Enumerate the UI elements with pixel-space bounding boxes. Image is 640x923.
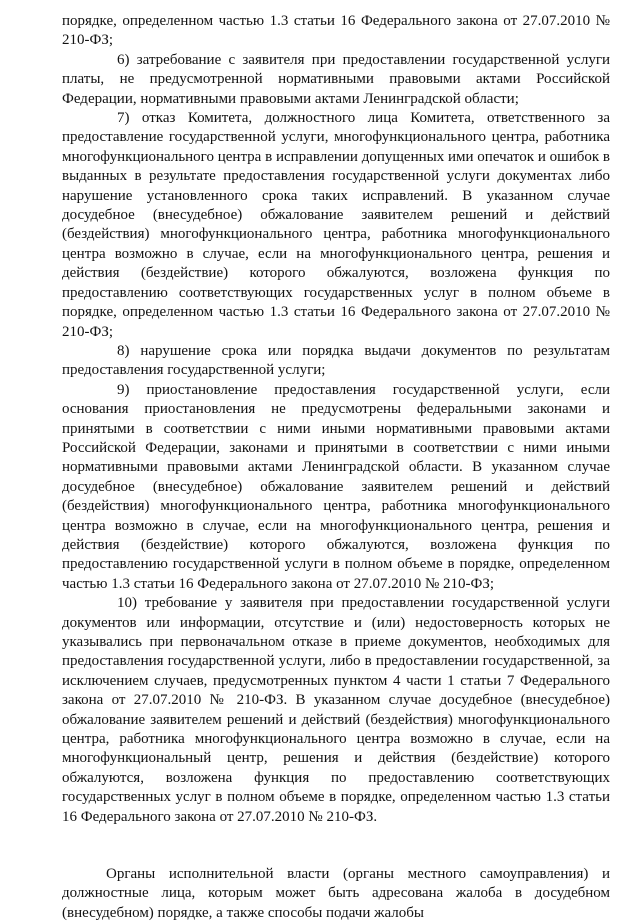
paragraph-continuation: порядке, определенном частью 1.3 статьи 16 Федерального закона от 27.07.2010 № 210-ФЗ;: [62, 13, 610, 49]
paragraph-item-8: 8) нарушение срока или порядка выдачи документов по результатам предоставления государственной услуги;: [62, 342, 610, 379]
paragraph-item-7: 7) отказ Комитета, должностного лица Комитета, ответственного за предоставление государственной услуги, многофункционального центра, работника многофункционального центра в исправлении допущенных ими опечаток и ошибок в выданных в результате предоставления государственной услуги документах либо нарушение установленного срока таких исправлений. В указанном случае досудебное (внесудебное) обжалование заявителем решений и действий (бездействия) многофункционального центра, работника многофункционального центра возможно в случае, если на многофункционального центра, решения и действия (бездействие) которого обжалуются, возложена функция по предоставлению соответствующих государственных услуг в полном объеме в порядке, определенном частью 1.3 статьи 16 Федерального закона от 27.07.2010 № 210-ФЗ;: [62, 110, 610, 340]
paragraph-item-6: 6) затребование с заявителя при предоставлении государственной услуги платы, не предусмотренной нормативными правовыми актами Российской Федерации, нормативными правовыми актами Ленинградской области;: [62, 51, 610, 107]
section-heading-complaint-bodies: Органы исполнительной власти (органы местного самоуправления) и должностные лица, которым может быть адресована жалоба в досудебном (внесудебном) порядке, а также способы подачи жалобы: [62, 866, 610, 921]
paragraph-item-10: 10) требование у заявителя при предоставлении государственной услуги документов или информации, отсутствие и (или) недостоверность которых не указывались при первоначальном отказе в приеме документов, необходимых для предоставления государственной услуги, либо в предоставлении государственной, за исключением случаев, предусмотренных пунктом 4 части 1 статьи 7 Федерального закона от 27.07.2010 № 210-ФЗ. В указанном случае досудебное (внесудебное) обжалование заявителем решений и действий (бездействия) многофункционального центра, работника многофункционального центра возможно в случае, если на многофункциональный центр, решения и действия (бездействие) которого обжалуются, возложена функция по предоставлению соответствующих государственных услуг в полном объеме в порядке, определенном частью 1.3 статьи 16 Федерального закона от 27.07.2010 № 210-ФЗ.: [62, 595, 610, 825]
document-page: [62, 12, 610, 923]
section-gap: [62, 827, 610, 865]
paragraph-item-9: 9) приостановление предоставления государственной услуги, если основания приостановления не предусмотрены федеральными законами и принятыми в соответствии с ними иными нормативными правовыми актами Российской Федерации, законами и принятыми в соответствии с ними иными нормативными правовыми актами Ленинградской области. В указанном случае досудебное (внесудебное) обжалование заявителем решений и действий (бездействия) многофункционального центра, работника многофункционального центра возможно в случае, если на многофункционального центра, решения и действия (бездействие) которого обжалуются, возложена функция по предоставлению государственной услуги в полном объеме в порядке, определенном частью 1.3 статьи 16 Федерального закона от 27.07.2010 № 210-ФЗ;: [62, 381, 610, 592]
